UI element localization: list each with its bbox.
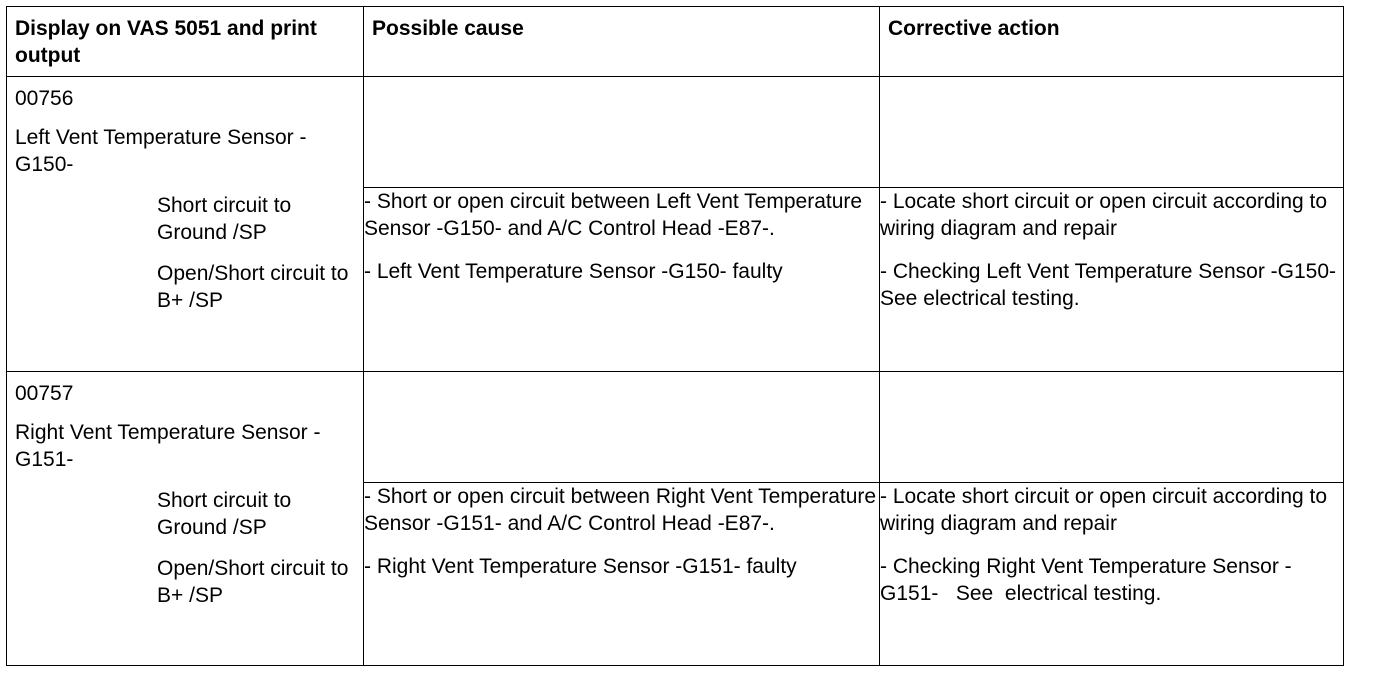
action-cell-empty [880, 372, 1344, 483]
fault-code-table [6, 6, 1354, 666]
sensor-name: Right Vent Temperature Sensor -G151- [15, 421, 321, 471]
display-cell [7, 372, 364, 666]
cause-item: - Left Vent Temperature Sensor -G150- faulty [364, 260, 783, 283]
header-display: Display on VAS 5051 and print output [7, 7, 364, 77]
action-item: - Locate short circuit or open circuit according to wiring diagram and repair [880, 190, 1328, 240]
fault-code: 00757 [15, 382, 74, 405]
condition-list [15, 487, 355, 609]
cause-cell [364, 483, 880, 666]
condition-item: Open/Short circuit to B+ /SP [157, 262, 349, 312]
fault-row-top [7, 77, 1344, 188]
action-cell [880, 188, 1354, 372]
fault-row-top [7, 372, 1344, 483]
cause-cell-empty [364, 77, 880, 188]
cause-item: - Short or open circuit between Left Vent Temperature Sensor -G150- and A/C Control Head -E87-. [364, 190, 863, 240]
condition-item: Open/Short circuit to B+ /SP [157, 557, 349, 607]
cause-cell [364, 188, 880, 372]
display-cell [7, 77, 364, 372]
action-cell-empty [880, 77, 1344, 188]
header-cause: Possible cause [364, 7, 880, 77]
condition-item: Short circuit to Ground /SP [157, 194, 292, 244]
fault-code: 00756 [15, 87, 74, 110]
condition-item: Short circuit to Ground /SP [157, 489, 292, 539]
action-cell [880, 483, 1344, 666]
cause-cell-empty [364, 372, 880, 483]
action-item: - Checking Right Vent Temperature Sensor -G151- See electrical testing. [880, 555, 1292, 605]
action-item: - Checking Left Vent Temperature Sensor -G150- See electrical testing. [880, 260, 1354, 310]
condition-list [15, 192, 355, 314]
header-action: Corrective action [880, 7, 1344, 77]
cause-item: - Right Vent Temperature Sensor -G151- faulty [364, 555, 797, 578]
header-row [7, 7, 1344, 77]
cause-item: - Short or open circuit between Right Vent Temperature Sensor -G151- and A/C Control Head -E87-. [364, 485, 877, 535]
sensor-name: Left Vent Temperature Sensor -G150- [15, 126, 307, 176]
action-item: - Locate short circuit or open circuit according to wiring diagram and repair [880, 485, 1328, 535]
